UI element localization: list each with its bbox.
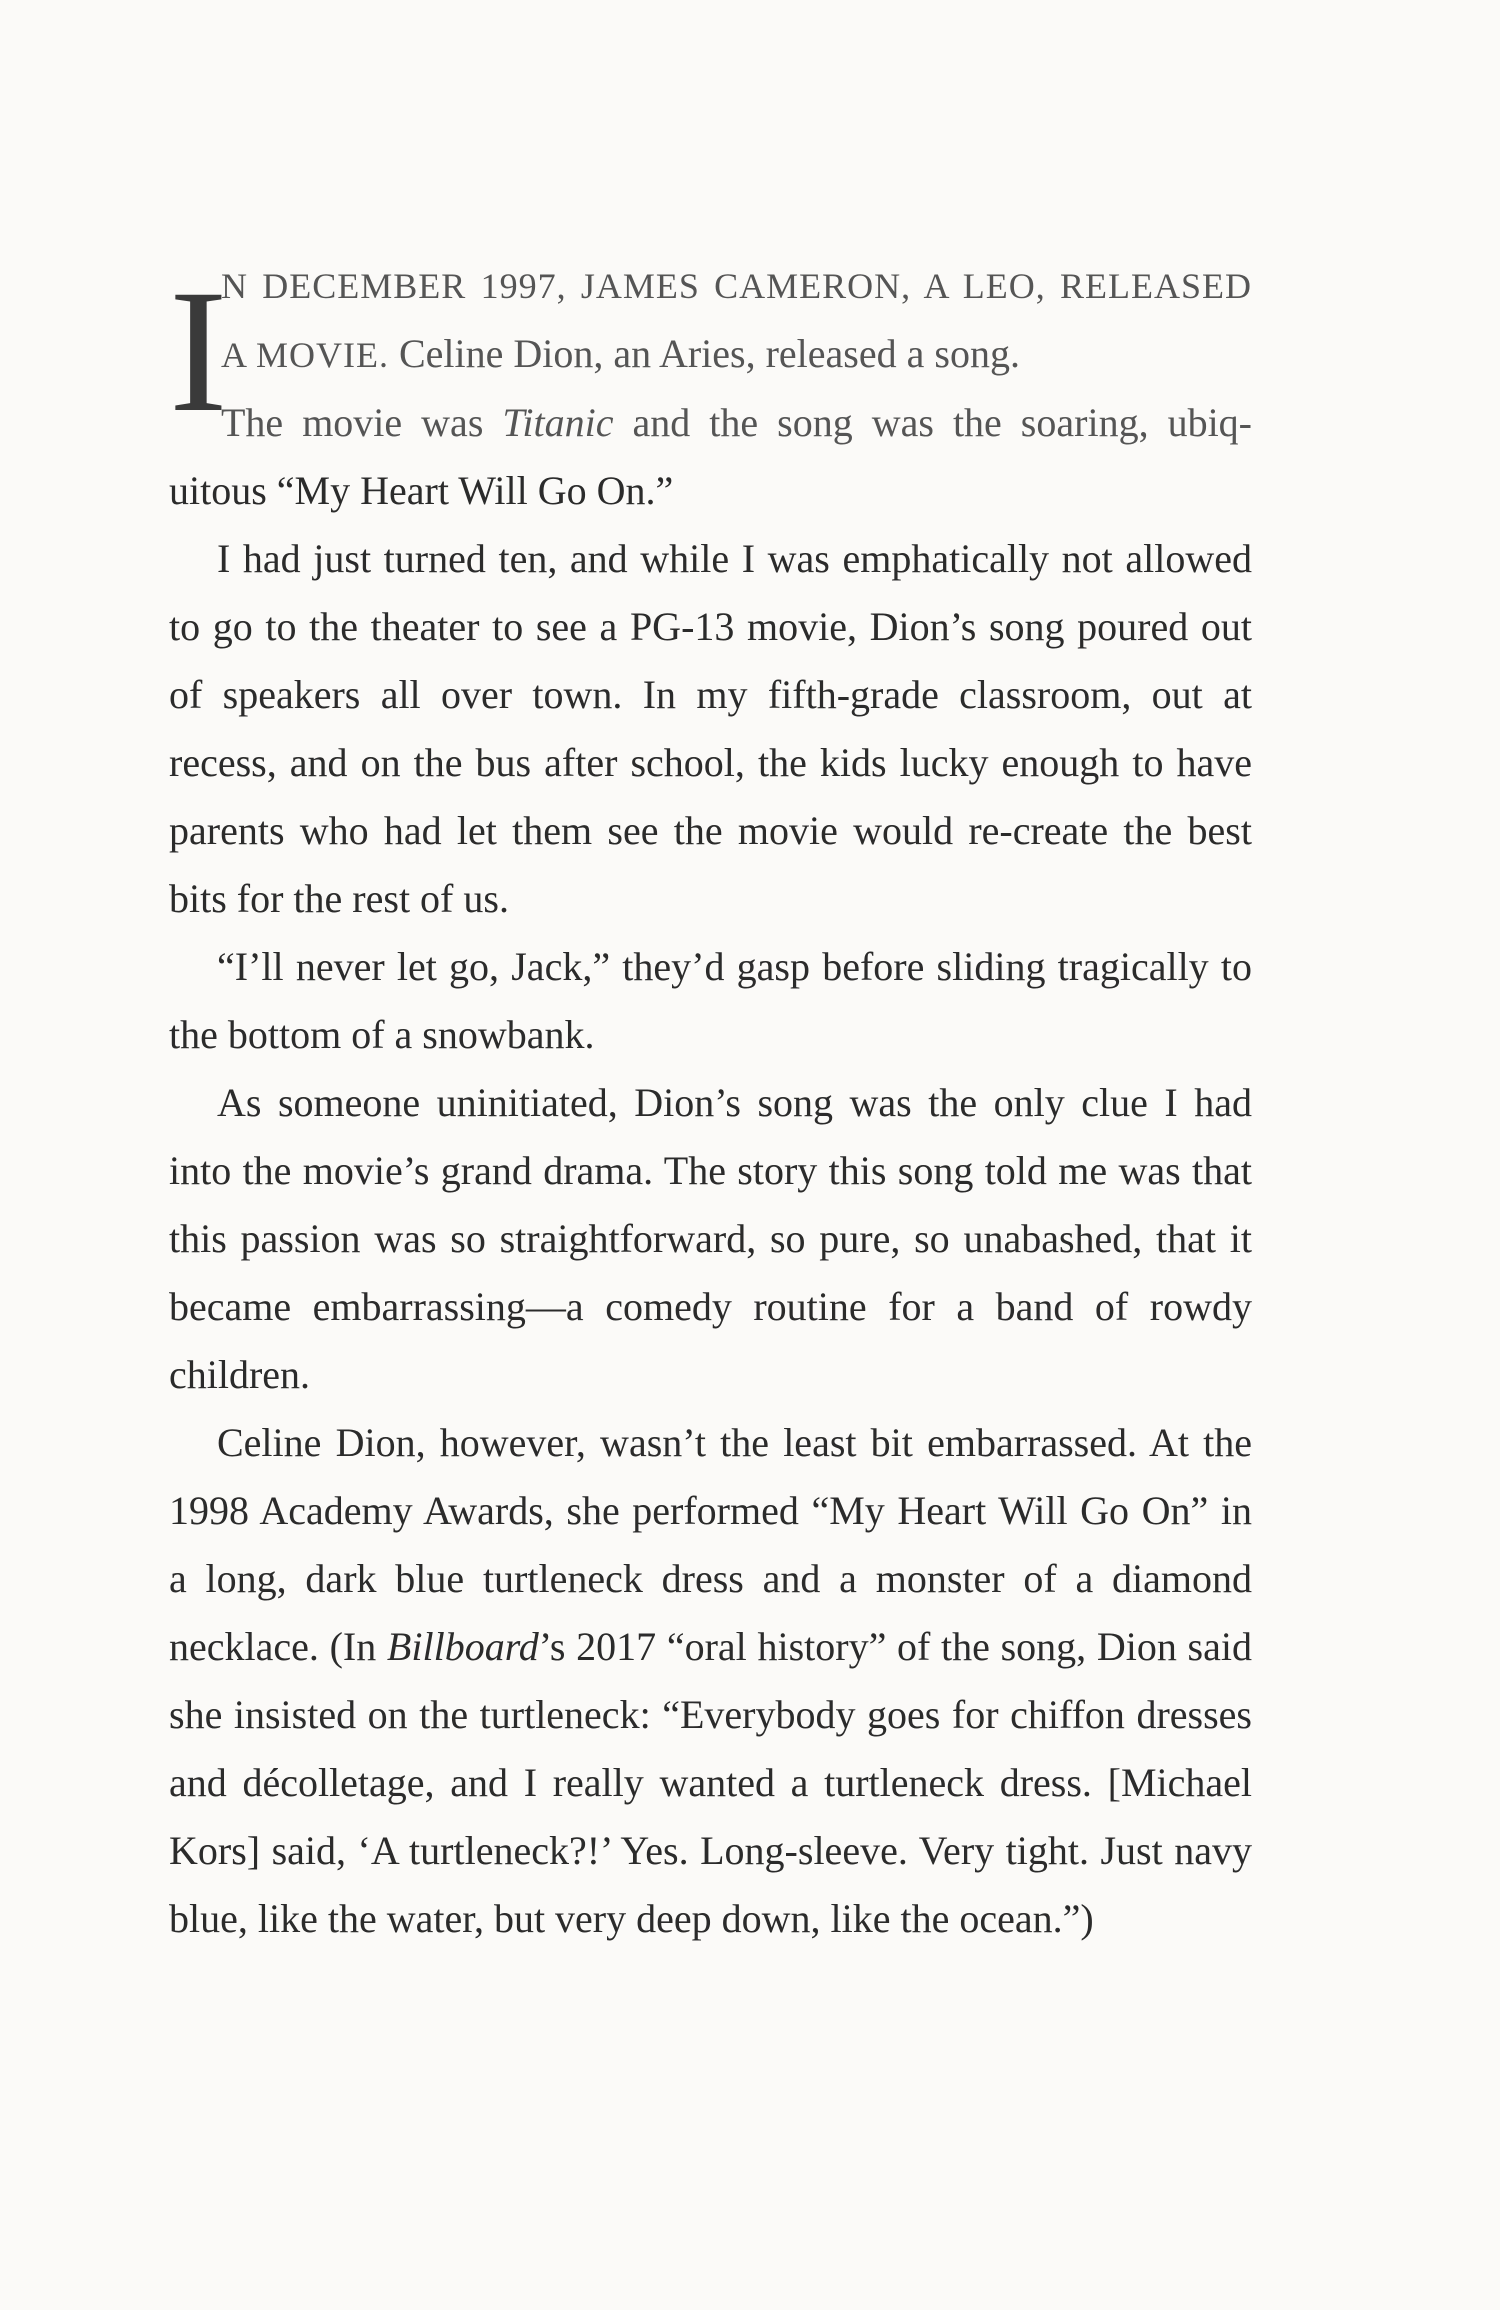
opening-line-3-b: and the song was the soaring, ubiq- [613, 400, 1253, 445]
paragraph-2: “I’ll never let go, Jack,” they’d gasp before sliding tragically to the bottom of a snowbank. [169, 944, 1252, 1057]
movie-title: Titanic [502, 400, 614, 445]
opening-line-3-a: The movie was [221, 400, 503, 445]
opening-line-4: uitous “My Heart Will Go On.” [169, 468, 674, 513]
paragraph-4 [169, 1409, 1252, 1953]
paragraph-4-b: ’s 2017 “oral history” of the song, Dion said she insisted on the turtleneck: “Everybody goes for chiffon dresses and décolletage, and I really wanted a turtleneck dress. [Michael Kors] said, ‘A turtleneck?!’ Yes. Long-sleeve. Very tight. Just navy blue, like the water, but very deep down, like the ocean.”) [169, 1624, 1252, 1941]
opening-line-2 [169, 320, 1252, 389]
opening-line-2-caps: A MOVIE. [221, 335, 389, 375]
paragraph-3: As someone uninitiated, Dion’s song was the only clue I had into the movie’s grand drama. The story this song told me was that this passion was so straightforward, so pure, so unabashed, that it became embarrassing—a comedy routine for a band of rowdy children. [169, 1080, 1252, 1397]
paragraph-1: I had just turned ten, and while I was emphatically not allowed to go to the theater to see a PG-13 movie, Dion’s song poured out of speakers all over town. In my fifth-grade classroom, out at recess, and on the bus after school, the kids lucky enough to have parents who had let them see the movie would re-create the best bits for the rest of us. [169, 536, 1252, 921]
billboard-title: Billboard [386, 1624, 539, 1669]
opening-line-3 [169, 389, 1252, 457]
opening-paragraph [169, 252, 1252, 525]
opening-line-2-rest: Celine Dion, an Aries, released a song. [389, 331, 1020, 376]
opening-line-1: N DECEMBER 1997, JAMES CAMERON, A LEO, RELEASED [221, 266, 1252, 306]
drop-cap: I [169, 254, 228, 449]
body-text [169, 252, 1252, 1953]
paragraph-4-a: Celine Dion, however, wasn’t the least bit embarrassed. At the 1998 Academy Awards, she performed “My Heart Will Go On” in a long, dark blue turtleneck dress and a monster of a diamond necklace. (In [169, 1420, 1252, 1669]
